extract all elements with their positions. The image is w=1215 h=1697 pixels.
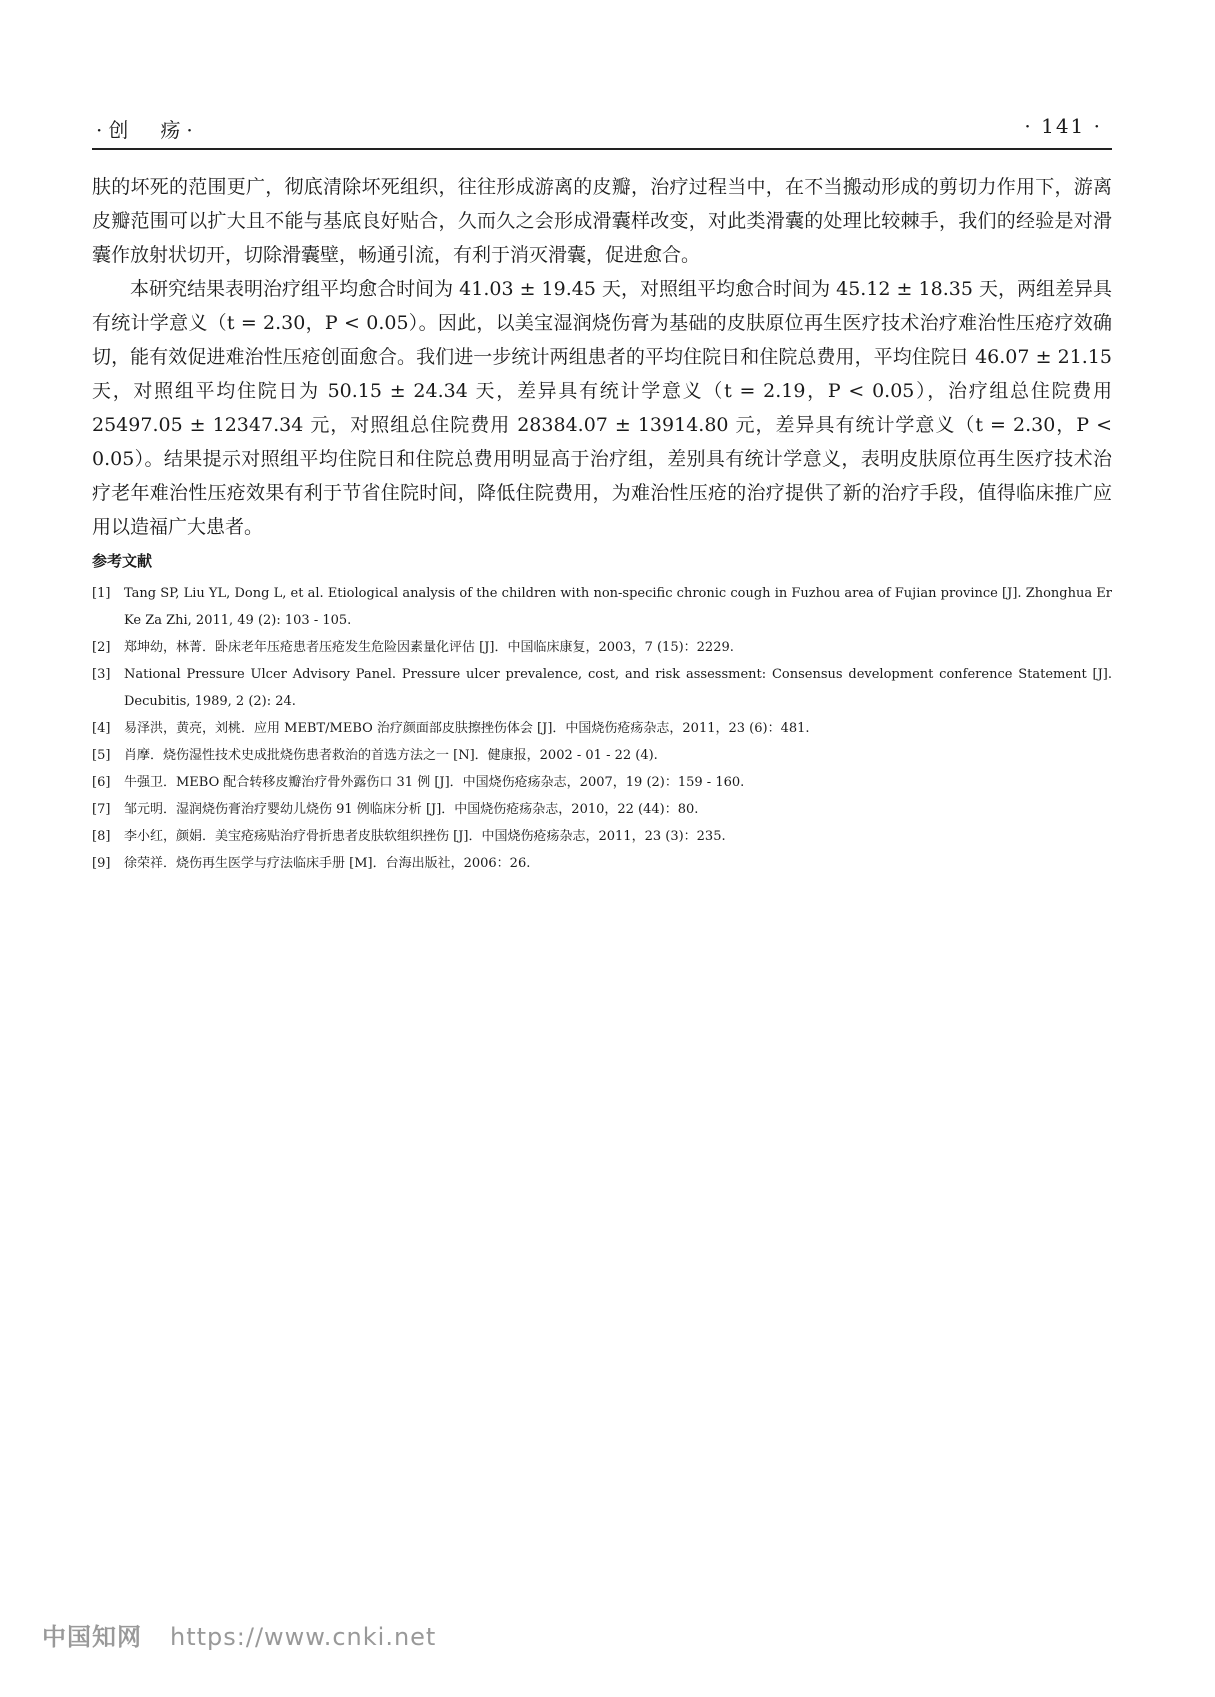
- reference-text: 徐荣祥．烧伤再生医学与疗法临床手册 [M]．台海出版社，2006：26.: [124, 856, 531, 871]
- reference-item: [92, 850, 1112, 877]
- reference-text: 郑坤幼，林菁．卧床老年压疮患者压疮发生危险因素量化评估 [J]．中国临床康复，2003，7 (15)：2229.: [124, 640, 734, 655]
- reference-number: [1]: [92, 586, 111, 601]
- reference-item: [92, 715, 1112, 742]
- reference-number: [5]: [92, 748, 111, 763]
- reference-number: [8]: [92, 829, 111, 844]
- watermark-footer: [42, 1617, 436, 1652]
- reference-text: 牛强卫．MEBO 配合转移皮瓣治疗骨外露伤口 31 例 [J]．中国烧伤疮疡杂志，2007，19 (2)：159 - 160.: [124, 775, 745, 790]
- reference-item: [92, 580, 1112, 634]
- reference-number: [3]: [92, 667, 111, 682]
- article-body: [92, 170, 1112, 544]
- references-heading: 参考文献: [92, 552, 153, 570]
- page-number: · 141 ·: [1024, 114, 1102, 138]
- reference-text: 邹元明．湿润烧伤膏治疗婴幼儿烧伤 91 例临床分析 [J]．中国烧伤疮疡杂志，2010，22 (44)：80.: [124, 802, 699, 817]
- reference-text: 肖摩．烧伤湿性技术史成批烧伤患者救治的首选方法之一 [N]．健康报，2002 - 01 - 22 (4).: [124, 748, 658, 763]
- cnki-url[interactable]: https://www.cnki.net: [170, 1623, 437, 1651]
- reference-item: [92, 823, 1112, 850]
- reference-number: [6]: [92, 775, 111, 790]
- reference-number: [2]: [92, 640, 111, 655]
- reference-number: [9]: [92, 856, 111, 871]
- reference-number: [7]: [92, 802, 111, 817]
- reference-item: [92, 796, 1112, 823]
- reference-text: 易泽洪，黄亮，刘桃．应用 MEBT/MEBO 治疗颜面部皮肤擦挫伤体会 [J]．中国烧伤疮疡杂志，2011，23 (6)：481.: [124, 721, 810, 736]
- reference-text: Tang SP, Liu YL, Dong L, et al. Etiological analysis of the children with non-specific chronic cough in Fuzhou area of Fujian province [J]. Zhonghua Er Ke Za Zhi, 2011, 49 (2): 103 - 105.: [124, 586, 1112, 628]
- cnki-logo-text: 中国知网: [42, 1623, 142, 1651]
- reference-text: 李小红，颜娟．美宝疮疡贴治疗骨折患者皮肤软组织挫伤 [J]．中国烧伤疮疡杂志，2011，23 (3)：235.: [124, 829, 726, 844]
- reference-list: [92, 580, 1112, 877]
- reference-item: [92, 634, 1112, 661]
- paragraph-1: 肤的坏死的范围更广，彻底清除坏死组织，往往形成游离的皮瓣，治疗过程当中，在不当搬动形成的剪切力作用下，游离皮瓣范围可以扩大且不能与基底良好贴合，久而久之会形成滑囊样改变，对此类滑囊的处理比较棘手，我们的经验是对滑囊作放射状切开，切除滑囊壁，畅通引流，有利于消灭滑囊，促进愈合。: [92, 176, 1112, 266]
- reference-number: [4]: [92, 721, 111, 736]
- paragraph-2: 本研究结果表明治疗组平均愈合时间为 41.03 ± 19.45 天，对照组平均愈合时间为 45.12 ± 18.35 天，两组差异具有统计学意义（t = 2.30，P < 0.05）。因此，以美宝湿润烧伤膏为基础的皮肤原位再生医疗技术治疗难治性压疮疗效确切，能有效促进难治性压疮创面愈合。我们进一步统计两组患者的平均住院日和住院总费用，平均住院日 46.07 ± 21.15 天，对照组平均住院日为 50.15 ± 24.34 天，差异具有统计学意义（t = 2.19，P < 0.05），治疗组总住院费用 25497.05 ± 12347.34 元，对照组总住院费用 28384.07 ± 13914.80 元，差异具有统计学意义（t = 2.30，P < 0.05）。结果提示对照组平均住院日和住院总费用明显高于治疗组，差别具有统计学意义，表明皮肤原位再生医疗技术治疗老年难治性压疮效果有利于节省住院时间，降低住院费用，为难治性压疮的治疗提供了新的治疗手段，值得临床推广应用以造福广大患者。: [92, 278, 1112, 538]
- section-label: ·创 疡·: [96, 118, 199, 142]
- reference-item: [92, 742, 1112, 769]
- reference-item: [92, 661, 1112, 715]
- reference-text: National Pressure Ulcer Advisory Panel. Pressure ulcer prevalence, cost, and risk assessment: Consensus development conference Statement [J]. Decubitis, 1989, 2 (2): 24.: [124, 667, 1112, 709]
- reference-item: [92, 769, 1112, 796]
- running-header: [92, 110, 1112, 150]
